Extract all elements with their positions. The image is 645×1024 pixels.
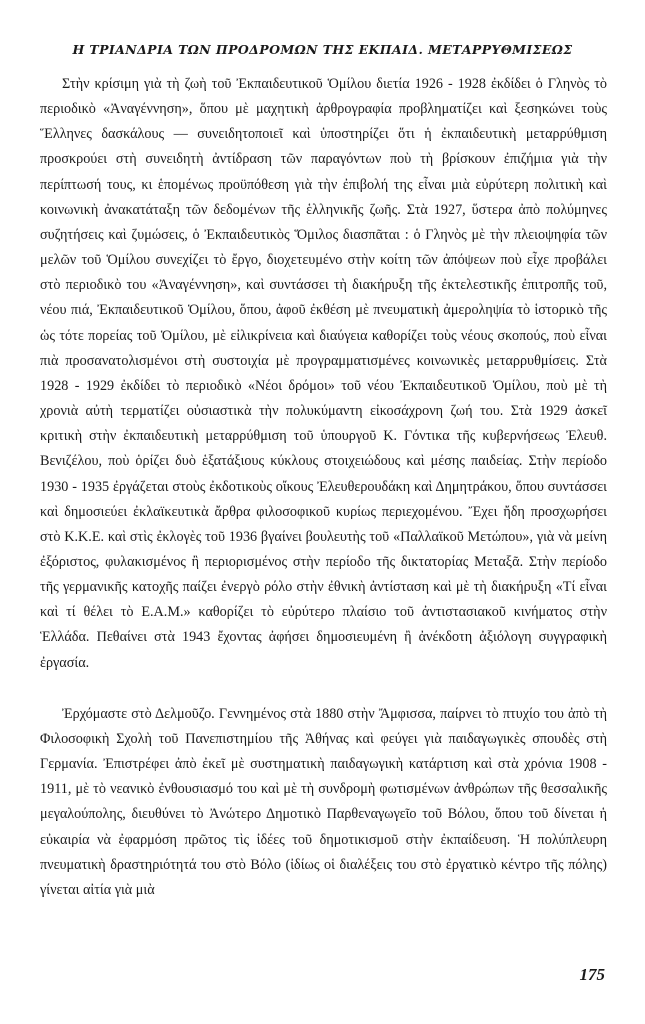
paragraph-glinos: Στὴν κρίσιμη γιὰ τὴ ζωὴ τοῦ Ἐκπαιδευτικοῦ Ὁμίλου διετία 1926 - 1928 ἐκδίδει ὁ Γληνὸς τὸ περιοδικὸ «Ἀναγέννηση», ὅπου μὲ μαχητικὴ ἀρθρογραφία προβληματίζει καὶ ξεσηκώνει τοὺς Ἕλληνες δασκάλους — συνειδητοποιεῖ καὶ ὑποστηρίζει ὅτι ἡ ἐκπαιδευτικὴ μεταρρύθμιση προσκρούει στὴ συνειδητὴ ἀντίδραση τῶν παραγόντων ποὺ τὴ βρίσκουν ἐπιζήμια γιὰ τὴν περίπτωσή τους, κι ἑπομένως προϋπόθεση γιὰ τὴν ἐπιβολή της εἶναι μιὰ εὐρύτερη πολιτικὴ καὶ κοινωνικὴ ἀνακατάταξη τῶν δεδομένων τῆς ἑλληνικῆς ζωῆς. Στὰ 1927, ὕστερα ἀπὸ πολύμηνες συζητήσεις καὶ ζυμώσεις, ὁ Ἐκπαιδευτικὸς Ὅμιλος διασπᾶται : ὁ Γληνὸς μὲ τὴν πλειοψηφία τῶν μελῶν τοῦ Ὁμίλου συνεχίζει τὸ ἔργο, διοχετευμένο στὴν κοίτη τῶν ἀπόψεων ποὺ εἶχε προβάλει στὸ περιοδικὸ του «Ἀναγέννηση», καὶ συντάσσει τὴ διακήρυξη τῆς ἐκτελεστικῆς ἐπιτροπῆς τοῦ, νέου πιά, Ἐκπαιδευτικοῦ Ὁμίλου, ὅπου, ἀφοῦ ἐκθέση μὲ πνευματικὴ ἀμεροληψία τὸ ἱστορικὸ τῆς ὡς τότε πορείας τοῦ Ὁμίλου, μὲ εἰλικρίνεια καὶ διαύγεια καθορίζει τοὺς νέους σκοπούς, ποὺ εἶναι πιὰ προσανατολισμένοι στὴ συστοιχία μὲ προγραμματισμένες κοινωνικὲς μεταρρυθμίσεις. Στὰ 1928 - 1929 ἐκδίδει τὸ περιοδικὸ «Νέοι δρόμοι» τοῦ νέου Ἐκπαιδευτικοῦ Ὁμίλου, ποὺ μὲ τὴ χρονιὰ αὐτὴ τερματίζει οὐσιαστικὰ τὴν πολυκύμαντη εἰκοσάχρονη ζωή του. Στὰ 1929 ἀσκεῖ κριτικὴ στὴν ἐκπαιδευτικὴ μεταρρύθμιση τοῦ ὑπουργοῦ Κ. Γόντικα τῆς κυβερνήσεως Ἐλευθ. Βενιζέλου, ποὺ ὁρίζει δυὸ ἑξατάξιους κύκλους στοιχειώδους καὶ μέσης παιδείας. Στὴν περίοδο 1930 - 1935 ἐργάζεται στοὺς ἐκδοτικοὺς οἴκους Ἐλευθερουδάκη καὶ Δημητράκου, ὅπου συντάσσει καὶ δημοσιεύει ἐκλαϊκευτικὰ ἄρθρα φιλοσοφικοῦ κυρίως περιεχομένου. Ἔχει ἤδη προσχωρήσει στὸ Κ.Κ.Ε. καὶ στὶς ἐκλογὲς τοῦ 1936 βγαίνει βουλευτὴς τοῦ «Παλλαϊκοῦ Μετώπου», γιὰ νὰ μείνη ἐξόριστος, φυλακισμένος ἢ περιορισμένος στὴν περίοδο τῆς δικτατορίας Μεταξᾶ. Στὴν περίοδο τῆς γερμανικῆς κατοχῆς παίζει ἐνεργὸ ρόλο στὴν ἐθνικὴ ἀντίσταση καὶ μὲ τὴ διακήρυξη «Τί εἶναι καὶ τί θέλει τὸ Ε.Α.Μ.» καθορίζει τὸ εὐρύτερο πλαίσιο τοῦ ἀντιστασιακοῦ κινήματος στὴν Ἑλλάδα. Πεθαίνει στὰ 1943 ἔχοντας ἀφήσει δημοσιευμένη ἢ ἀνέκδοτη ἀξιόλογη συγγραφικὴ ἐργασία. <box>40 76 607 671</box>
paragraph-delmouzos: Ἐρχόμαστε στὸ Δελμοῦζο. Γεννημένος στὰ 1880 στὴν Ἄμφισσα, παίρνει τὸ πτυχίο του ἀπὸ τὴ Φιλοσοφικὴ Σχολὴ τοῦ Πανεπιστημίου τῆς Ἀθήνας καὶ φεύγει γιὰ παιδαγωγικὲς σπουδὲς στὴ Γερμανία. Ἐπιστρέφει ἀπὸ ἐκεῖ μὲ συστηματικὴ παιδαγωγικὴ κατάρτιση καὶ στὰ χρόνια 1908 - 1911, μὲ τὸ νεανικὸ ἐνθουσιασμό του καὶ μὲ τὴ συνδρομὴ φωτισμένων ἀνθρώπων τῆς θεσσαλικῆς μεγαλούπολης, διευθύνει τὸ Ἀνώτερο Δημοτικὸ Παρθεναγωγεῖο τοῦ Βόλου, ὅπου τοῦ δίνεται ἡ εὐκαιρία νὰ ἐφαρμόση πρῶτος τὶς ἰδέες τοῦ δημοτικισμοῦ στὴν ἐκπαίδευση. Ἡ πολύπλευρη πνευματικὴ δραστηριότητά του στὸ Βόλο (ἰδίως οἱ διαλέξεις του στὸ ἐργατικὸ κέντρο τῆς πόλης) γίνεται αἰτία γιὰ μιὰ <box>40 705 607 898</box>
page-number: 175 <box>579 965 605 984</box>
running-title: Η ΤΡΙΑΝΔΡΙΑ ΤΩΝ ΠΡΟΔΡΟΜΩΝ ΤΗΣ ΕΚΠΑΙΔ. ΜΕΤΑΡΡΥΘΜΙΣΕΩΣ <box>72 42 573 57</box>
body-text <box>40 72 607 903</box>
